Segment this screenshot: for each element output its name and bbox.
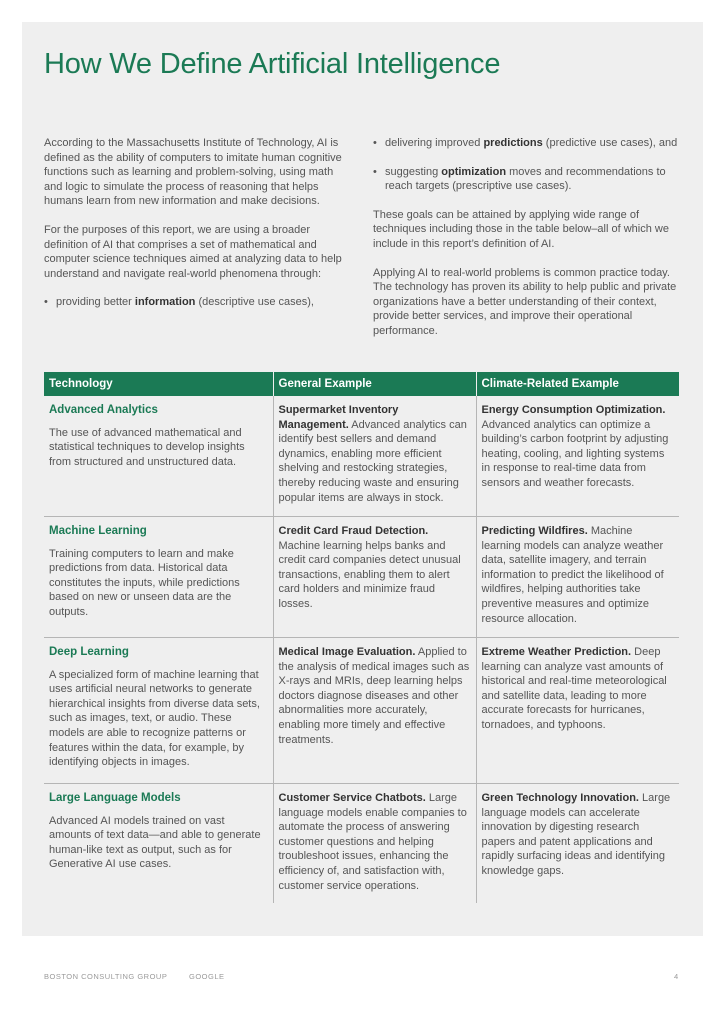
general-example-cell [273, 396, 476, 517]
technology-description: The use of advanced mathematical and statistical techniques to develop insights from structured and unstructured data. [49, 426, 245, 468]
climate-example-cell [476, 517, 679, 638]
climate-example-text: Large language models can accelerate innovation by digesting research papers and patent applications and rapidly surfacing ideas and identifying knowledge gaps. [481, 792, 671, 877]
technology-cell [44, 784, 273, 904]
bullet-information: • providing better information (descriptive use cases), [44, 295, 348, 310]
climate-example-text: Deep learning can analyze vast amounts of historical and real-time meteorological and satellite data, leading to more accurate forecasts for hurricanes, tornadoes, and typhoons. [481, 646, 667, 731]
header-climate-example: Climate-Related Example [476, 372, 679, 396]
header-technology: Technology [44, 372, 273, 396]
page-title: How We Define Artificial Intelligence [44, 48, 501, 80]
climate-example-cell [476, 396, 679, 517]
table-row-machine-learning [44, 517, 679, 638]
climate-example-title: Extreme Weather Prediction. [481, 646, 632, 658]
general-example-text: Machine learning helps banks and credit card companies detect unusual transactions, enabling them to alert card holders and minimize fraud losses. [278, 539, 461, 610]
climate-example-title: Predicting Wildfires. [481, 525, 588, 537]
footer-bcg: BOSTON CONSULTING GROUP [44, 972, 168, 981]
technology-name: Advanced Analytics [49, 404, 158, 416]
general-example-title: Credit Card Fraud Detection. [278, 525, 429, 537]
climate-example-title: Green Technology Innovation. [481, 792, 639, 804]
climate-example-cell [476, 638, 679, 784]
intro-paragraph-2: For the purposes of this report, we are using a broader definition of AI that comprises a set of mathematical and computer science techniques aimed at analyzing data to help understand and navigate real-world phenomena through: [44, 223, 342, 280]
technology-description: Training computers to learn and make predictions from data. Historical data constitutes the inputs, while predictions based on new or unseen data are the outputs. [49, 547, 240, 618]
bullet-optimization: • suggesting optimization moves and recommendations to reach targets (prescriptive use cases). [373, 165, 679, 194]
climate-example-text: Machine learning models can analyze weather data, satellite imagery, and terrain information to predict the likelihood of wildfires, helping authorities take preventive measures and optimize resource allocation. [481, 525, 664, 625]
technology-name: Large Language Models [49, 792, 181, 804]
general-example-title: Medical Image Evaluation. [278, 646, 416, 658]
general-example-cell [273, 784, 476, 904]
bullet-predictions: • delivering improved predictions (predictive use cases), and [373, 136, 679, 151]
general-example-cell [273, 638, 476, 784]
table-row-deep-learning [44, 638, 679, 784]
technology-description: A specialized form of machine learning that uses artificial neural networks to generate hierarchical insights from diverse data sets, such as images, text, or audio. These models are able to recognize patterns or features within the data, for example, by identifying objects in images. [49, 668, 260, 769]
technology-description: Advanced AI models trained on vast amounts of text data—and able to generate human-like text as output, such as for Generative AI use cases. [49, 814, 261, 871]
table-row-large-language-models [44, 784, 679, 904]
intro-paragraph-1: According to the Massachusetts Institute of Technology, AI is defined as the ability of computers to imitate human cognitive functions such as learning and problem-solving, using math and logic to simulate the process of reasoning that helps humans learn from new information and make decisions. [44, 137, 342, 208]
technology-cell [44, 517, 273, 638]
technology-name: Deep Learning [49, 646, 129, 658]
general-example-text: Applied to the analysis of medical images such as X-rays and MRIs, deep learning helps doctors diagnose diseases and other abnormalities more accurately, enabling more timely and effective treatments. [278, 646, 470, 746]
intro-left-column [44, 136, 348, 310]
climate-example-title: Energy Consumption Optimization. [481, 404, 666, 416]
technology-name: Machine Learning [49, 525, 147, 537]
footer-google: GOOGLE [189, 972, 225, 981]
technology-cell [44, 396, 273, 517]
intro-paragraph-3: These goals can be attained by applying wide range of techniques including those in the table below–all of which we include in this report’s definition of AI. [373, 208, 669, 250]
climate-example-cell [476, 784, 679, 904]
page-number: 4 [674, 972, 679, 981]
general-example-title: Customer Service Chatbots. [278, 792, 426, 804]
header-general-example: General Example [273, 372, 476, 396]
intro-paragraph-4: Applying AI to real-world problems is common practice today. The technology has proven its ability to help public and private organizations have a better understanding of their context, provide better services, and improve their operational performance. [373, 266, 677, 337]
table-header-row [44, 372, 679, 396]
general-example-cell [273, 517, 476, 638]
general-example-text: Large language models enable companies to automate the process of answering customer questions and helping troubleshoot issues, enhancing the efficiency of, and satisfaction with, customer service operations. [278, 792, 467, 892]
intro-right-column [373, 136, 679, 339]
climate-example-text: Advanced analytics can optimize a building’s carbon footprint by adjusting heating, cooling, and lighting systems in response to real-time data from sensors and weather forecasts. [481, 418, 669, 489]
ai-techniques-table [44, 372, 679, 903]
table-row-advanced-analytics [44, 396, 679, 517]
general-example-title: Supermarket Inventory Management. [278, 404, 399, 431]
general-example-text: Advanced analytics can identify best sellers and demand dynamics, enabling more efficient shelving and restocking strategies, thereby reducing waste and ensuring popular items are always in stock. [278, 418, 467, 504]
technology-cell [44, 638, 273, 784]
